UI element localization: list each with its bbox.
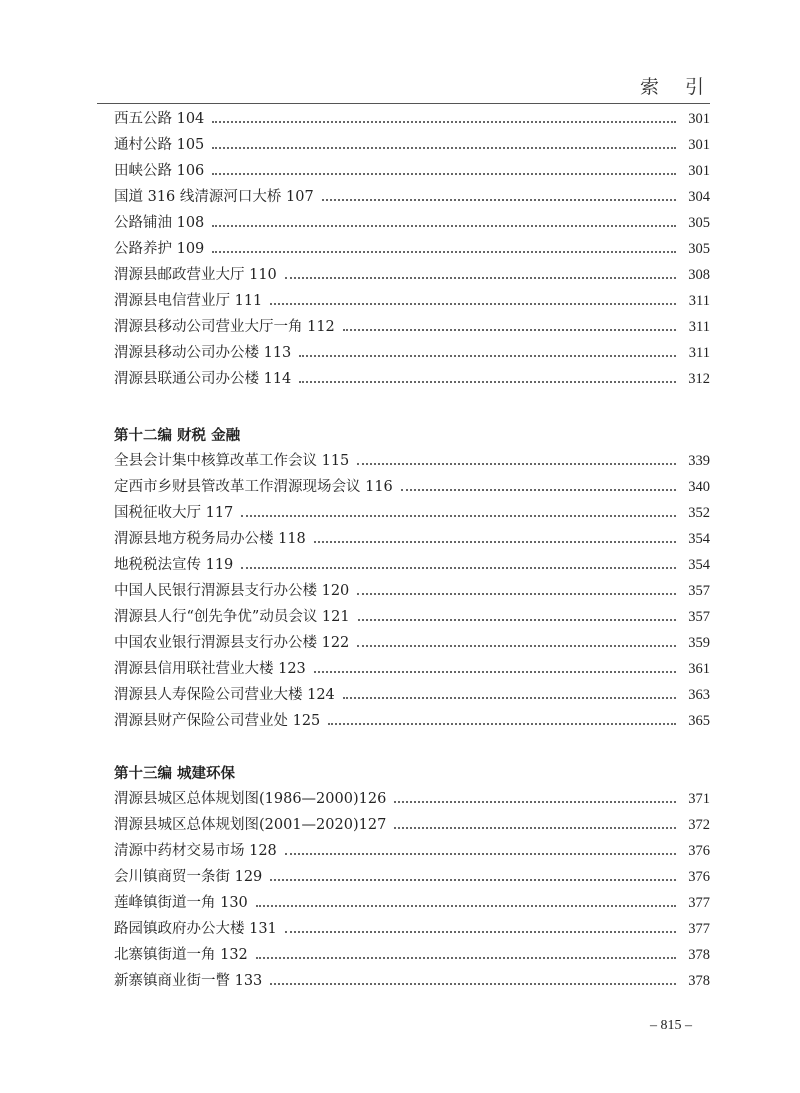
entry-label: 中国人民银行渭源县支行办公楼 120: [114, 583, 350, 599]
entry-label: 公路铺油 108: [114, 215, 205, 231]
index-entry: [114, 579, 710, 605]
entry-page: 357: [688, 583, 710, 599]
entry-label: 路园镇政府办公大楼 131: [114, 921, 277, 937]
index-entry: [114, 709, 710, 735]
entry-page: 352: [688, 505, 710, 521]
dot-leader: [343, 329, 676, 331]
entry-label: 渭源县移动公司营业大厅一角 112: [114, 319, 335, 335]
index-entry: [114, 813, 710, 839]
index-entry: [114, 605, 710, 631]
index-list-section-2: [114, 449, 710, 735]
section-heading-finance: 第十二编 财税 金融: [114, 428, 241, 444]
entry-label: 渭源县城区总体规划图(2001—2020)127: [114, 817, 387, 833]
entry-page: 377: [688, 921, 710, 937]
entry-label: 渭源县地方税务局办公楼 118: [114, 531, 306, 547]
entry-page: 312: [688, 371, 710, 387]
entry-page: 377: [688, 895, 710, 911]
dot-leader: [212, 147, 676, 149]
dot-leader: [357, 593, 676, 595]
dot-leader: [270, 303, 676, 305]
dot-leader: [241, 515, 676, 517]
dot-leader: [357, 645, 676, 647]
dot-leader: [394, 827, 676, 829]
index-entry: [114, 289, 710, 315]
entry-page: 311: [688, 293, 710, 309]
dot-leader: [314, 671, 676, 673]
entry-label: 国税征收大厅 117: [114, 505, 234, 521]
dot-leader: [343, 697, 676, 699]
entry-page: 354: [688, 557, 710, 573]
index-entry: [114, 341, 710, 367]
dot-leader: [394, 801, 676, 803]
entry-page: 354: [688, 531, 710, 547]
entry-label: 田峡公路 106: [114, 163, 205, 179]
dot-leader: [270, 879, 676, 881]
entry-page: 301: [688, 163, 710, 179]
header-rule: [97, 103, 710, 104]
entry-page: 340: [688, 479, 710, 495]
dot-leader: [256, 957, 676, 959]
running-header-title: 索 引: [640, 76, 715, 98]
index-entry: [114, 631, 710, 657]
entry-page: 378: [688, 947, 710, 963]
entry-label: 渭源县联通公司办公楼 114: [114, 371, 292, 387]
index-entry: [114, 553, 710, 579]
index-entry: [114, 211, 710, 237]
entry-page: 339: [688, 453, 710, 469]
index-entry: [114, 787, 710, 813]
entry-page: 304: [688, 189, 710, 205]
dot-leader: [212, 121, 676, 123]
dot-leader: [212, 173, 676, 175]
entry-page: 301: [688, 111, 710, 127]
index-list-section-3: [114, 787, 710, 995]
entry-label: 渭源县人行“创先争优”动员会议 121: [114, 609, 350, 625]
entry-page: 372: [688, 817, 710, 833]
entry-page: 371: [688, 791, 710, 807]
page-number: – 815 –: [650, 1018, 692, 1033]
dot-leader: [314, 541, 676, 543]
entry-page: 378: [688, 973, 710, 989]
dot-leader: [241, 567, 676, 569]
entry-page: 376: [688, 869, 710, 885]
index-entry: [114, 237, 710, 263]
entry-page: 363: [688, 687, 710, 703]
entry-label: 渭源县移动公司办公楼 113: [114, 345, 292, 361]
entry-label: 全县会计集中核算改革工作会议 115: [114, 453, 350, 469]
dot-leader: [212, 225, 676, 227]
entry-label: 通村公路 105: [114, 137, 205, 153]
dot-leader: [270, 983, 676, 985]
index-entry: [114, 475, 710, 501]
dot-leader: [285, 853, 676, 855]
index-entry: [114, 683, 710, 709]
dot-leader: [285, 277, 676, 279]
entry-label: 中国农业银行渭源县支行办公楼 122: [114, 635, 350, 651]
entry-label: 西五公路 104: [114, 111, 205, 127]
index-entry: [114, 449, 710, 475]
dot-leader: [256, 905, 676, 907]
index-list-section-1: [114, 107, 710, 393]
entry-label: 渭源县邮政营业大厅 110: [114, 267, 277, 283]
index-entry: [114, 367, 710, 393]
index-entry: [114, 917, 710, 943]
index-entry: [114, 263, 710, 289]
entry-page: 361: [688, 661, 710, 677]
section-heading-urban: 第十三编 城建环保: [114, 766, 236, 782]
entry-page: 357: [688, 609, 710, 625]
entry-label: 清源中药材交易市场 128: [114, 843, 277, 859]
index-entry: [114, 969, 710, 995]
index-entry: [114, 315, 710, 341]
index-entry: [114, 657, 710, 683]
entry-label: 会川镇商贸一条街 129: [114, 869, 263, 885]
entry-page: 311: [688, 319, 710, 335]
entry-page: 376: [688, 843, 710, 859]
dot-leader: [358, 619, 676, 621]
entry-label: 莲峰镇街道一角 130: [114, 895, 248, 911]
index-entry: [114, 527, 710, 553]
entry-label: 渭源县人寿保险公司营业大楼 124: [114, 687, 335, 703]
entry-page: 359: [688, 635, 710, 651]
dot-leader: [328, 723, 676, 725]
entry-label: 渭源县城区总体规划图(1986—2000)126: [114, 791, 387, 807]
index-entry: [114, 133, 710, 159]
index-entry: [114, 839, 710, 865]
index-entry: [114, 943, 710, 969]
dot-leader: [299, 355, 676, 357]
entry-label: 地税税法宣传 119: [114, 557, 234, 573]
entry-label: 渭源县财产保险公司营业处 125: [114, 713, 321, 729]
index-entry: [114, 501, 710, 527]
entry-label: 定西市乡财县管改革工作渭源现场会议 116: [114, 479, 393, 495]
entry-label: 渭源县信用联社营业大楼 123: [114, 661, 306, 677]
entry-label: 渭源县电信营业厅 111: [114, 293, 263, 309]
dot-leader: [285, 931, 676, 933]
index-entry: [114, 107, 710, 133]
entry-label: 公路养护 109: [114, 241, 205, 257]
entry-page: 308: [688, 267, 710, 283]
dot-leader: [322, 199, 676, 201]
entry-page: 311: [688, 345, 710, 361]
dot-leader: [401, 489, 676, 491]
entry-page: 305: [688, 241, 710, 257]
index-entry: [114, 185, 710, 211]
entry-page: 365: [688, 713, 710, 729]
dot-leader: [212, 251, 676, 253]
entry-label: 国道 316 线清源河口大桥 107: [114, 189, 314, 205]
entry-label: 北寨镇街道一角 132: [114, 947, 248, 963]
index-entry: [114, 159, 710, 185]
entry-page: 301: [688, 137, 710, 153]
dot-leader: [357, 463, 676, 465]
entry-page: 305: [688, 215, 710, 231]
index-entry: [114, 865, 710, 891]
index-entry: [114, 891, 710, 917]
dot-leader: [299, 381, 676, 383]
entry-label: 新寨镇商业街一瞥 133: [114, 973, 263, 989]
